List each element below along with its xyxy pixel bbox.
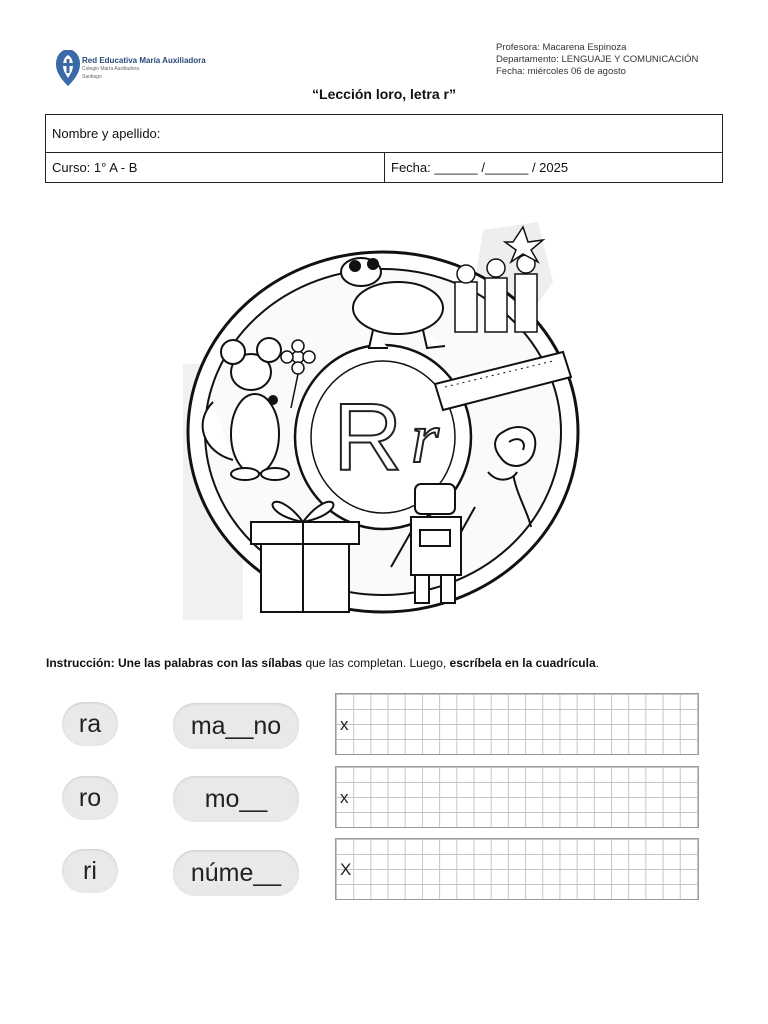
word-pill[interactable]: mo__ xyxy=(173,776,299,822)
school-city: Santiago xyxy=(82,74,102,80)
cursive-letter-r: r xyxy=(411,398,440,478)
instruction-text xyxy=(46,656,599,670)
name-field[interactable]: Nombre y apellido: xyxy=(46,115,723,153)
word-pill[interactable]: ma__no xyxy=(173,703,299,749)
course-cell: Curso: 1° A - B xyxy=(46,153,385,183)
instruction-prefix: Instrucción: Une las palabras con las sílabas xyxy=(46,656,303,670)
grid-mark: x xyxy=(340,715,349,734)
teacher-line: Profesora: Macarena Espinoza xyxy=(496,42,627,53)
grid-mark: x xyxy=(340,788,349,807)
writing-grid[interactable] xyxy=(335,766,699,828)
department-line: Departamento: LENGUAJE Y COMUNICACIÓN xyxy=(496,54,699,65)
syllable-pill[interactable]: ra xyxy=(62,702,118,746)
school-subtitle: Colegio María Auxiliadora xyxy=(82,66,139,72)
instruction-end: . xyxy=(595,656,599,670)
date-field[interactable]: Fecha: ______ /______ / 2025 xyxy=(385,153,723,183)
grid-mark: X xyxy=(340,860,352,879)
syllable-pill[interactable]: ro xyxy=(62,776,118,820)
instruction-middle: que las completan. Luego, xyxy=(302,656,450,670)
school-name: Red Educativa María Auxiliadora xyxy=(82,56,206,65)
big-letter-r: R xyxy=(333,384,403,491)
writing-grid[interactable] xyxy=(335,838,699,900)
word-pill[interactable]: núme__ xyxy=(173,850,299,896)
writing-grid[interactable] xyxy=(335,693,699,755)
letter-r-illustration xyxy=(183,222,583,622)
syllable-pill[interactable]: ri xyxy=(62,849,118,893)
teacher-info xyxy=(496,42,698,78)
date-line: Fecha: miércoles 06 de agosto xyxy=(496,66,626,77)
student-info-table xyxy=(45,114,723,183)
page-title: “Lección loro, letra r” xyxy=(312,86,456,102)
instruction-bold-end: escríbela en la cuadrícula xyxy=(449,656,596,670)
